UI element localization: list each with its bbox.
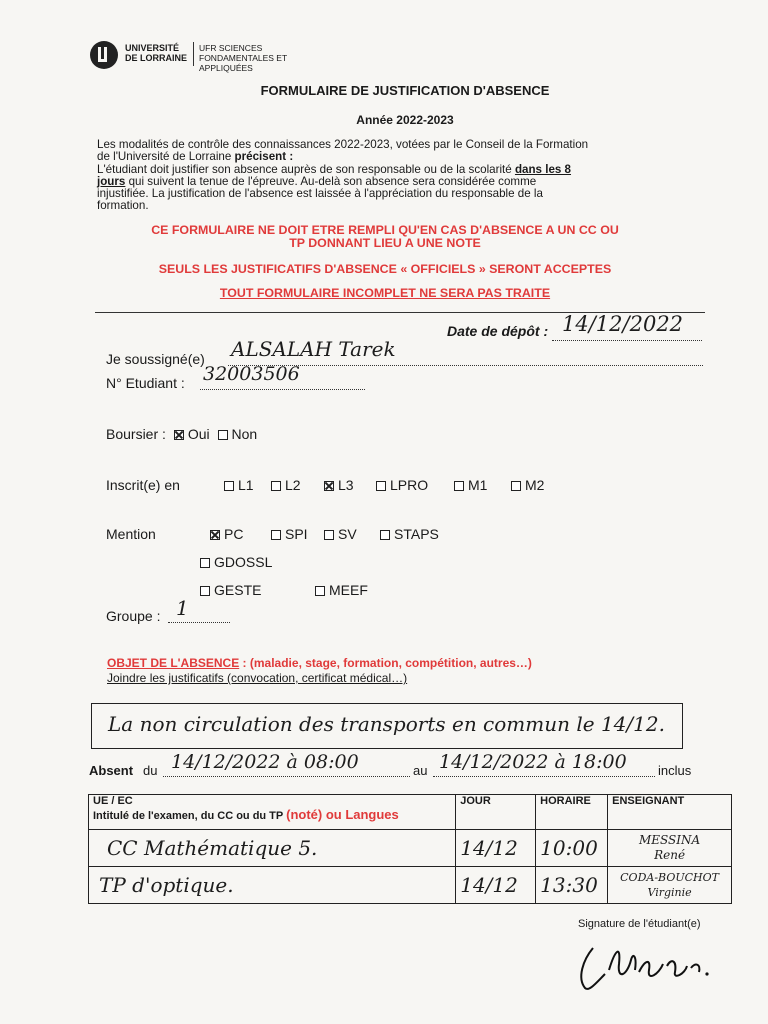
table-row[interactable] (89, 830, 732, 867)
au-label: au (413, 763, 428, 778)
enseignant-cell[interactable] (608, 867, 732, 904)
warning-line-2: TP DONNANT LIEU A UNE NOTE (289, 235, 481, 250)
boursier-oui-checkbox[interactable] (174, 430, 184, 440)
form-year: Année 2022-2023 (356, 113, 454, 127)
inscrit-l3-option[interactable] (324, 477, 354, 493)
inscrit-label: Inscrit(e) en (106, 477, 180, 493)
table-row[interactable] (89, 867, 732, 904)
mention-meef-checkbox[interactable] (315, 586, 325, 596)
jour-cell[interactable]: 14/12 (456, 830, 536, 867)
inscrit-lpro-option[interactable] (376, 477, 428, 493)
intro-precisent: précisent : (234, 150, 294, 164)
header-enseignant: ENSEIGNANT (608, 795, 732, 830)
boursier-non-label: Non (231, 426, 258, 442)
signature-label: Signature de l'étudiant(e) (578, 918, 701, 930)
mention-pc-option[interactable] (210, 526, 243, 542)
inscrit-lpro-checkbox[interactable] (376, 481, 386, 491)
reason-box[interactable] (91, 703, 683, 749)
intro-line-3: L'étudiant doit justifier son absence auprès de son responsable ou de la scolarité (97, 162, 515, 176)
inscrit-l3-label: L3 (338, 477, 354, 493)
inscrit-l1-label: L1 (238, 477, 254, 493)
intro-jours: jours (97, 174, 126, 188)
intro-line-1: Les modalités de contrôle des connaissances 2022-2023, votées par le Conseil de la Formation (97, 138, 589, 151)
mention-staps-label: STAPS (394, 526, 439, 542)
objet-row (107, 656, 532, 670)
date-value: 14/12/2022 (562, 312, 684, 336)
inscrit-m1-label: M1 (468, 477, 488, 493)
inscrit-m2-option[interactable] (511, 477, 544, 493)
enseignant-cell[interactable] (608, 830, 732, 867)
mention-spi-option[interactable] (271, 526, 308, 542)
mention-gdossl-label: GDOSSL (214, 554, 273, 570)
inscrit-l3-checkbox[interactable] (324, 481, 334, 491)
intro-delay: dans les 8 (514, 162, 572, 176)
mention-geste-checkbox[interactable] (200, 586, 210, 596)
horaire-cell[interactable]: 13:30 (536, 867, 608, 904)
enseignant-name: CODA-BOUCHOT (620, 871, 719, 884)
groupe-label: Groupe : (106, 608, 161, 624)
header-ue-cell (89, 795, 456, 830)
inscrit-l1-option[interactable] (224, 477, 254, 493)
mention-sv-checkbox[interactable] (324, 530, 334, 540)
inscrit-l2-option[interactable] (271, 477, 301, 493)
header-ue: UE / EC (93, 795, 133, 807)
groupe-value: 1 (176, 596, 189, 620)
header-jour: JOUR (456, 795, 536, 830)
university-logo (89, 40, 329, 72)
signature-drawing (575, 930, 725, 1000)
warning-incomplete: TOUT FORMULAIRE INCOMPLET NE SERA PAS TRAITE (219, 286, 551, 300)
boursier-oui-label: Oui (187, 426, 210, 442)
name-label: Je soussigné(e) (106, 351, 205, 367)
objet-join: Joindre les justificatifs (convocation, certificat médical…) (107, 671, 408, 685)
warning-official: SEULS LES JUSTIFICATIFS D'ABSENCE « OFFICIELS » SERONT ACCEPTES (158, 262, 612, 276)
ufr-name-2: FONDAMENTALES ET APPLIQUÉES (199, 53, 288, 73)
intro-line-2: de l'Université de Lorraine (97, 150, 235, 164)
mention-geste-label: GESTE (214, 582, 262, 598)
header-horaire: HORAIRE (536, 795, 608, 830)
inscrit-m2-label: M2 (525, 477, 545, 493)
date-field[interactable] (552, 312, 702, 341)
enseignant-firstname: Virginie (647, 886, 692, 899)
mention-geste-option[interactable] (200, 582, 261, 598)
mention-meef-option[interactable] (315, 582, 368, 598)
exam-cell[interactable]: TP d'optique. (89, 867, 456, 904)
mention-label: Mention (106, 526, 156, 542)
header-intitule: Intitulé de l'examen, du CC ou du TP (93, 810, 284, 822)
student-number-label: N° Etudiant : (106, 375, 185, 391)
intro-line-5: injustifiée. La justification de l'absence est laissée à l'appréciation du responsable de la (97, 187, 543, 201)
mention-staps-checkbox[interactable] (380, 530, 390, 540)
table-header-row (89, 795, 732, 830)
mention-pc-label: PC (224, 526, 244, 542)
inscrit-m1-option[interactable] (454, 477, 487, 493)
mention-gdossl-option[interactable] (200, 554, 272, 570)
student-number-field[interactable] (200, 363, 365, 390)
groupe-field[interactable] (168, 596, 230, 623)
absent-to-value: 14/12/2022 à 18:00 (439, 751, 627, 773)
boursier-label: Boursier : (106, 426, 166, 442)
jour-cell[interactable]: 14/12 (456, 867, 536, 904)
mention-pc-checkbox[interactable] (210, 530, 220, 540)
mention-gdossl-checkbox[interactable] (200, 558, 210, 568)
mention-staps-option[interactable] (380, 526, 439, 542)
form-title: FORMULAIRE DE JUSTIFICATION D'ABSENCE (260, 83, 550, 98)
enseignant-firstname: René (654, 848, 686, 862)
du-label: du (143, 763, 158, 778)
inscrit-l2-label: L2 (285, 477, 301, 493)
absent-from-value: 14/12/2022 à 08:00 (171, 751, 359, 773)
inclus-label: inclus (658, 763, 692, 778)
boursier-row (106, 426, 257, 442)
inscrit-l2-checkbox[interactable] (271, 481, 281, 491)
objet-label: OBJET DE L'ABSENCE (107, 656, 240, 670)
inscrit-m2-checkbox[interactable] (511, 481, 521, 491)
mention-sv-option[interactable] (324, 526, 357, 542)
enseignant-name: MESSINA (638, 833, 701, 847)
university-name-2: DE LORRAINE (125, 53, 188, 63)
inscrit-lpro-label: LPRO (390, 477, 429, 493)
reason-text: La non circulation des transports en commun le 14/12. (108, 712, 665, 736)
ul-logo-icon (89, 40, 119, 70)
intro-line-4: qui suivent la tenue de l'épreuve. Au-delà son absence sera considérée comme (125, 174, 537, 188)
date-label: Date de dépôt : (447, 323, 549, 339)
inscrit-l1-checkbox[interactable] (224, 481, 234, 491)
warning-line-1: CE FORMULAIRE NE DOIT ETRE REMPLI QU'EN CAS D'ABSENCE A UN CC OU (151, 223, 619, 237)
objet-hint: : (maladie, stage, formation, compétition, autres…) (239, 656, 532, 670)
mention-spi-label: SPI (285, 526, 308, 542)
exam-table (88, 794, 732, 904)
header-note: (noté) ou Langues (286, 807, 399, 822)
inscrit-m1-checkbox[interactable] (454, 481, 464, 491)
intro-paragraph (97, 139, 677, 213)
mention-spi-checkbox[interactable] (271, 530, 281, 540)
absent-from-field[interactable] (163, 751, 410, 777)
absent-to-field[interactable] (433, 751, 655, 777)
student-number-value: 32003506 (203, 363, 300, 385)
boursier-non-checkbox[interactable] (218, 430, 228, 440)
intro-line-6: formation. (97, 199, 149, 213)
ufr-name-1: UFR SCIENCES (199, 43, 263, 53)
horaire-cell[interactable]: 10:00 (536, 830, 608, 867)
boursier-oui-option[interactable] (174, 426, 210, 442)
absent-label: Absent (89, 763, 134, 778)
mention-sv-label: SV (338, 526, 357, 542)
boursier-non-option[interactable] (218, 426, 258, 442)
name-value: ALSALAH Tarek (231, 337, 396, 361)
mention-meef-label: MEEF (329, 582, 368, 598)
warning-cc-tp (90, 224, 680, 249)
university-name-1: UNIVERSITÉ (125, 43, 180, 53)
exam-cell[interactable]: CC Mathématique 5. (89, 830, 456, 867)
